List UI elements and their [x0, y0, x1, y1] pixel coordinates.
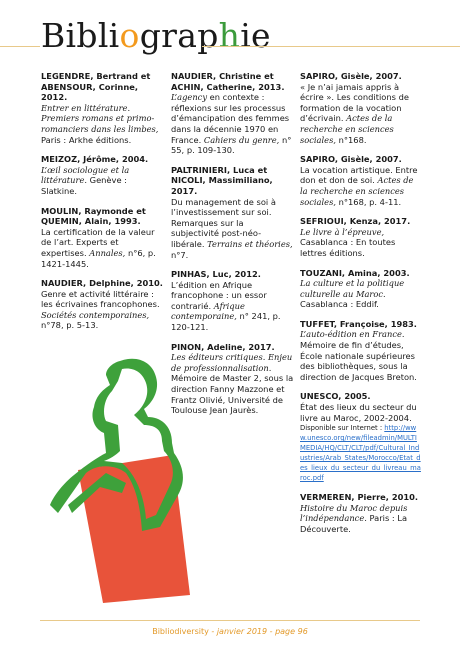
entry-text: n°168, p. 4-11. [335, 196, 402, 207]
bibliography-entry [300, 71, 422, 145]
entry-title: Cahiers du genre, [203, 134, 280, 145]
entry-text: Du management de soi à l’investissement sur soi. Remarques sur la subjectivité post-néo-libérale. [171, 196, 276, 249]
url-label: Disponible sur Internet : [300, 424, 385, 433]
title-letter-o: o [119, 16, 140, 55]
title-segment: grap [139, 16, 219, 55]
entry-text: n° 241, p. 120-121. [171, 311, 281, 333]
bibliography-entry [300, 391, 422, 483]
entry-text: n°7. [171, 249, 189, 260]
page-footer [0, 627, 460, 636]
bibliography-entry [41, 71, 165, 145]
entry-text: n° 55, p. 109-130. [171, 134, 292, 156]
page-title [41, 18, 271, 54]
entry-author: SEFRIOUI, Kenza, 2017. [300, 216, 411, 227]
bibliography-entry [171, 165, 294, 260]
entry-title: L’œil sociologue et la littérature. [41, 164, 130, 186]
entry-text: « Je n’ai jamais appris à écrire ». Les conditions de formation de la vocation d’écrivain. [300, 81, 409, 124]
entry-title: Les éditeurs critiques. Enjeu de professionnalisation. [171, 352, 293, 373]
entry-author: MEIZOZ, Jérôme, 2004. [41, 154, 149, 165]
bibliography-entry [300, 319, 422, 383]
entry-text: en contexte : réflexions sur les processus d’émancipation des femmes dans la décennie 1970 en France. [171, 92, 290, 145]
bibliography-entry [300, 216, 422, 258]
entry-reference [41, 165, 165, 197]
entry-reference [300, 227, 422, 259]
entry-text: Genève : Slatkine. [41, 175, 127, 196]
entry-title: Actes de la recherche en sciences sociales, [300, 175, 414, 207]
entry-reference [41, 103, 165, 145]
entry-link[interactable]: http://www.unesco.org/new/fileadmin/MULTIMEDIA/HQ/CLT/CLT/pdf/Cultural_Industries/Arab_States/Morocco/Etat_des_lieux_du_secteur_du_livreau_maroc.pdf [300, 424, 421, 483]
entry-title: Histoire du Maroc depuis l’indépendance. [300, 502, 408, 524]
entry-author: PINHAS, Luc, 2012. [171, 269, 261, 280]
entry-url-block [300, 423, 422, 483]
entry-text: Casablanca : En toutes lettres éditions. [300, 237, 396, 258]
entry-reference [300, 503, 422, 535]
bibliography-entry [300, 268, 422, 310]
entry-reference [300, 82, 422, 146]
bibliography-column-3 [300, 71, 422, 544]
entry-text: Paris : Arkhe éditions. [41, 134, 132, 145]
entry-text: La certification de la valeur de l’art. Experts et expertises. [41, 226, 155, 258]
entry-reference [300, 402, 422, 423]
entry-reference [41, 227, 165, 269]
entry-text: n°78, p. 5-13. [41, 320, 99, 331]
entry-text: L’édition en Afrique francophone : un essor contrarié. [171, 279, 267, 311]
entry-author: PINON, Adeline, 2017. [171, 341, 275, 352]
entry-text: La vocation artistique. Entre don et don de soi. [300, 164, 418, 186]
entry-reference [171, 197, 294, 261]
bibliography-entry [300, 154, 422, 207]
entry-title: Le livre à l’épreuve, [300, 226, 385, 237]
entry-text: Mémoire de Master 2, sous la direction Fanny Mazzone et Frantz Olivié, Université de Toulouse Jean Jaurès. [171, 373, 294, 416]
bibliography-entry [41, 278, 165, 331]
entry-author: PALTRINIERI, Luca et NICOLI, Massimiliano, 2017. [171, 164, 273, 196]
title-segment: Bibli [41, 16, 120, 55]
entry-text: État des lieux du secteur du livre au Maroc, 2002-2004. [300, 402, 417, 423]
entry-title: Terrains et théories, [207, 238, 293, 249]
entry-title: Entrer en littérature. Premiers romans et primo-romanciers dans les limbes, [41, 102, 159, 134]
entry-title: Actes de la recherche en sciences sociales, [300, 113, 394, 145]
entry-author: VERMEREN, Pierre, 2010. [300, 492, 419, 503]
entry-text: Genre et activité littéraire : les écrivaines francophones. [41, 288, 160, 310]
entry-author: NAUDIER, Delphine, 2010. [41, 278, 163, 289]
entry-title: Annales, [89, 247, 126, 258]
header-rule-right [202, 46, 460, 47]
footer-page-number: page 96 [275, 627, 308, 636]
entry-author: MOULIN, Raymonde et QUEMIN, Alain, 1993. [41, 205, 146, 227]
entry-title: La culture et la politique culturelle au Maroc. [300, 278, 405, 299]
entry-text: n°168. [335, 134, 367, 145]
entry-text: n°6, p. 1421-1445. [41, 247, 156, 269]
bibliography-entry [300, 492, 422, 534]
entry-reference [300, 165, 422, 207]
entry-reference [300, 278, 422, 310]
entry-reference [171, 280, 294, 333]
reader-with-book-illustration [48, 355, 198, 605]
entry-reference [41, 289, 165, 331]
entry-author: TUFFET, Françoise, 1983. [300, 318, 417, 329]
footer-date: janvier 2019 [216, 627, 268, 636]
entry-author: UNESCO, 2005. [300, 391, 371, 402]
entry-title: Sociétés contemporaines, [41, 309, 150, 320]
title-letter-h: h [218, 16, 241, 55]
entry-text: Paris : La Découverte. [300, 513, 408, 534]
entry-text: Casablanca : Eddif. [300, 299, 379, 310]
footer-separator: - [267, 627, 276, 636]
footer-journal-name: Bibliodiversity [152, 627, 209, 636]
bibliography-entry [41, 154, 165, 196]
entry-reference [300, 329, 422, 382]
bibliography-column-1 [41, 71, 165, 340]
entry-author: SAPIRO, Gisèle, 2007. [300, 71, 402, 81]
title-segment: ie [240, 16, 271, 55]
footer-separator: - [208, 627, 217, 636]
entry-title: Afrique contemporaine, [171, 300, 245, 322]
bibliography-entry [171, 269, 294, 333]
footer-rule [40, 620, 420, 621]
bibliography-entry [41, 206, 165, 270]
entry-title: L’agency [171, 92, 208, 103]
entry-author: NAUDIER, Christine et ACHIN, Catherine, 2013. [171, 71, 285, 92]
bibliography-entry [171, 71, 294, 156]
entry-reference [171, 92, 294, 156]
entry-author: LEGENDRE, Bertrand et ABENSOUR, Corinne, 2012. [41, 71, 151, 103]
entry-author: SAPIRO, Gisèle, 2007. [300, 154, 402, 165]
entry-author: TOUZANI, Amina, 2003. [300, 267, 410, 278]
entry-title: L’auto-édition en France. [300, 329, 405, 340]
header-rule-left [0, 46, 40, 47]
entry-text: Mémoire de fin d’études, École nationale supérieures des bibliothèques, sous la direction de Jacques Breton. [300, 340, 417, 382]
page-header [0, 14, 460, 64]
